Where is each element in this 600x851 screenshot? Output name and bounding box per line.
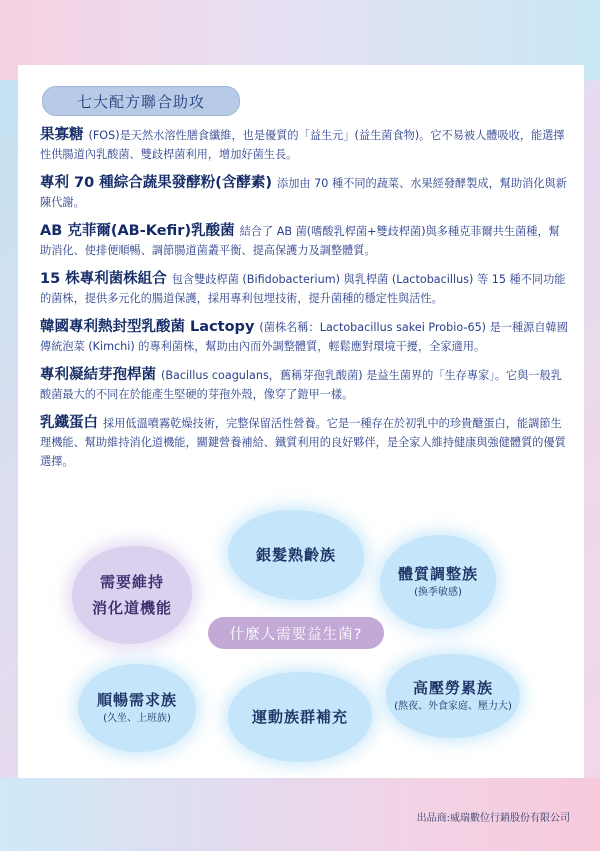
section-title: 七大配方聯合助攻: [42, 86, 240, 116]
group-sublabel: (換季敏感): [414, 587, 462, 598]
ingredient-text: (Bacillus coagulans，舊稱芽孢乳酸菌) 是益生菌界的「生存專家」。它與一般乳酸菌最大的不同在於能產生堅硬的芽孢外殼，像穿了鎧甲一樣。: [40, 369, 562, 401]
ingredient-item: [40, 414, 570, 471]
ingredient-text: (FOS)是天然水溶性膳食纖維，也是優質的「益生元」(益生菌食物)。它不易被人體吸收，能選擇性供腸道內乳酸菌、雙歧桿菌利用，增加好菌生長。: [40, 129, 565, 161]
group-label: 體質調整族: [397, 565, 478, 583]
group-sublabel: (熬夜、外食家庭、壓力大): [394, 701, 512, 712]
ingredient-list: [40, 126, 570, 481]
ingredient-item: [40, 366, 570, 404]
ingredient-item: [40, 222, 570, 260]
ingredient-title: 韓國專利熱封型乳酸菌 Lactopy: [40, 319, 255, 335]
group-high-stress: [386, 654, 520, 738]
group-athletes: [228, 672, 372, 762]
manufacturer-footer: 出品商:威瑞數位行銷股份有限公司: [416, 813, 570, 824]
group-label: 銀髮熟齡族: [255, 546, 336, 564]
ingredient-title: 乳鐵蛋白: [40, 415, 98, 431]
ingredient-text: (菌株名稱：Lactobacillus sakei Probio-65) 是一種源自韓國傳統泡菜 (Kimchi) 的專利菌株，幫助由內而外調整體質，輕鬆應對環境干擾，全家適用。: [40, 321, 568, 353]
group-label: 高壓勞累族: [412, 679, 493, 697]
ingredient-text: 採用低溫噴霧乾燥技術，完整保留活性營養。它是一種存在於初乳中的珍貴醣蛋白，能調節生理機能、幫助維持消化道機能，關鍵營養補給、鐵質利用的良好夥伴，是全家人維持健康與強健體質的優質選擇。: [40, 417, 566, 468]
ingredient-text: 結合了 AB 菌(嗜酸乳桿菌+雙歧桿菌)與多種克菲爾共生菌種，幫助消化、使排便順暢、調節腸道菌叢平衡、提高保護力及調整體質。: [40, 225, 560, 257]
diagram-center-question: 什麼人需要益生菌?: [208, 617, 384, 649]
ingredient-item: [40, 270, 570, 308]
group-label: 順暢需求族: [96, 691, 177, 709]
group-regularity: [78, 664, 196, 752]
ingredient-title: 專利 70 種綜合蔬果發酵粉(含酵素): [40, 175, 273, 191]
ingredient-text: 添加由 70 種不同的蔬菜、水果經發酵製成，幫助消化與新陳代謝。: [40, 177, 567, 209]
ingredient-title: AB 克菲爾(AB-Kefir)乳酸菌: [40, 223, 235, 239]
ingredient-title: 果寡糖: [40, 127, 84, 143]
group-label: 運動族群補充: [251, 708, 348, 726]
group-label: 需要維持 消化道機能: [91, 573, 172, 617]
ingredient-item: [40, 318, 570, 356]
group-sublabel: (久坐、上班族): [103, 713, 171, 724]
group-constitution: [380, 535, 496, 629]
ingredient-text: 包含雙歧桿菌 (Bifidobacterium) 與乳桿菌 (Lactobacillus) 等 15 種不同功能的菌株，提供多元化的腸道保護，採用專利包埋技術，提升菌種的穩定性與活性。: [40, 273, 566, 305]
ingredient-title: 專利凝結芽孢桿菌: [40, 367, 156, 383]
ingredient-item: [40, 174, 570, 212]
ingredient-title: 15 株專利菌株組合: [40, 271, 167, 287]
ingredient-item: [40, 126, 570, 164]
